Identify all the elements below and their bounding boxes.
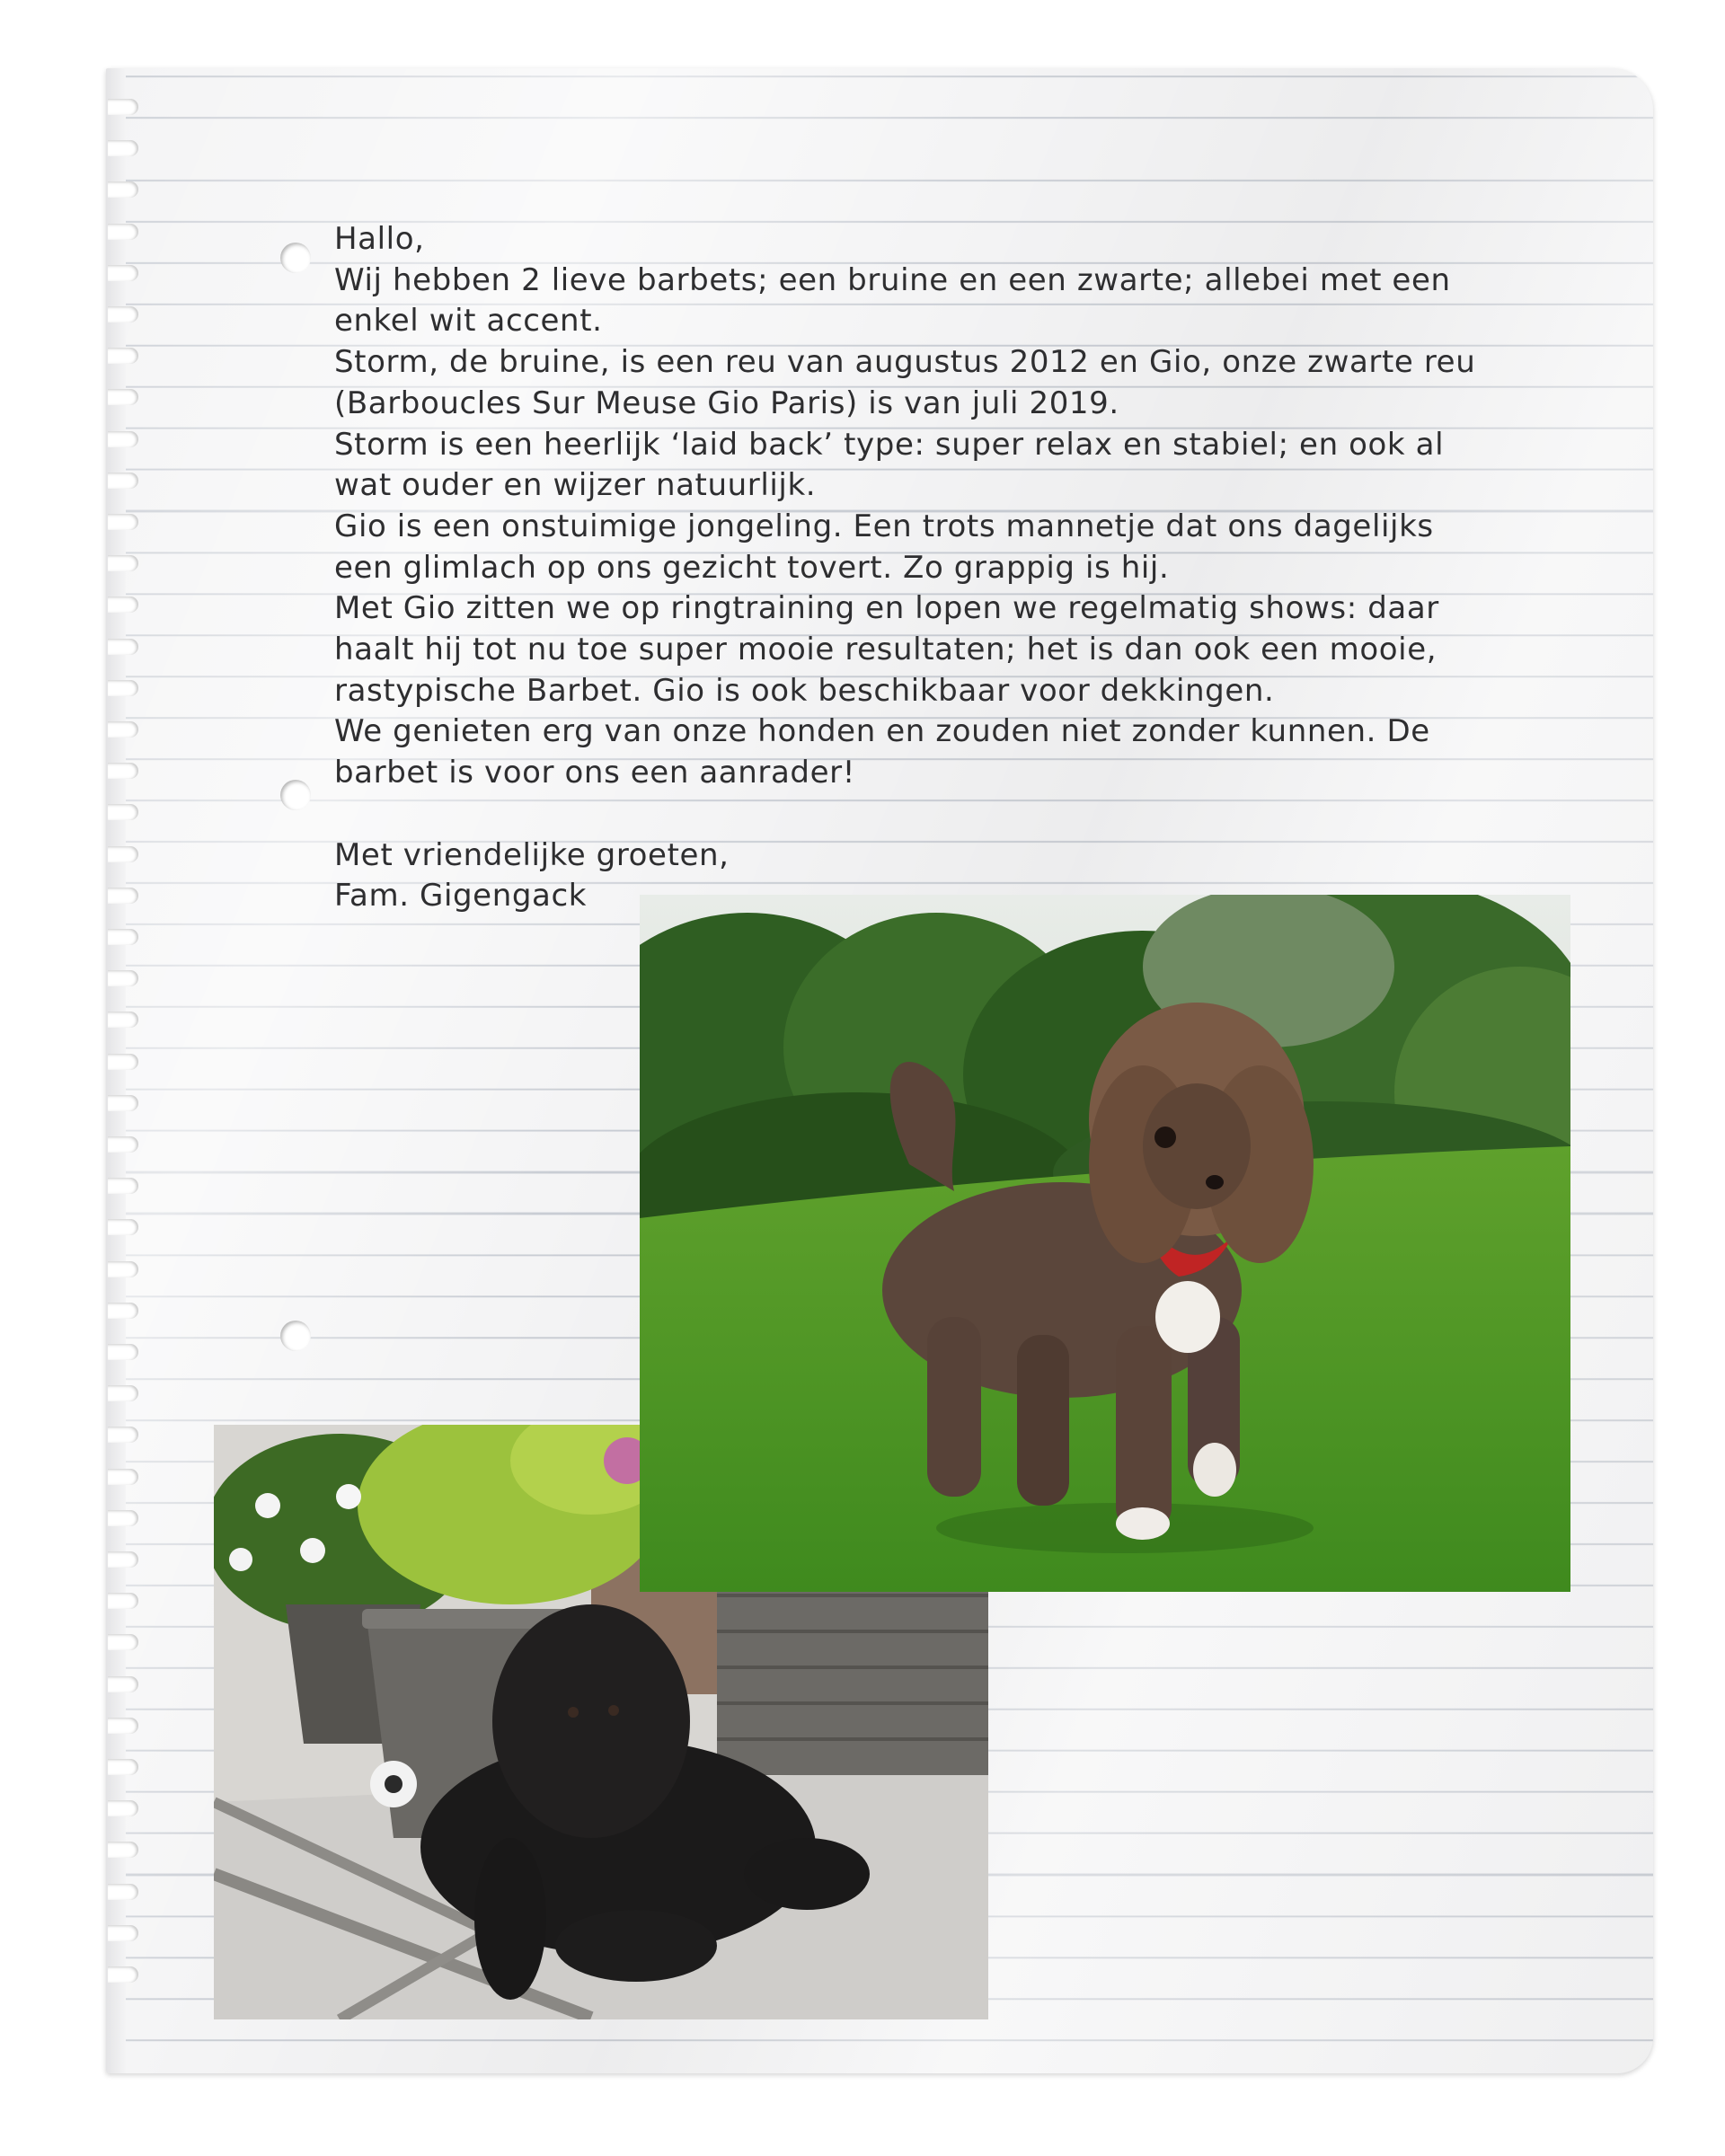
perforation-notch [108, 1510, 138, 1526]
letter-signature: Fam. Gigengack [334, 878, 588, 915]
perforation-notch [108, 1676, 138, 1692]
letter-line: We genieten erg van onze honden en zouden niet zonder kunnen. De [334, 713, 1430, 750]
letter-line: (Barboucles Sur Meuse Gio Paris) is van juli 2019. [334, 384, 1119, 421]
perforation-notch [108, 140, 138, 156]
letter-line: Storm is een heerlijk ‘laid back’ type: super relax en stabiel; en ook al [334, 426, 1445, 463]
perforation-notch [108, 1966, 138, 1983]
perforation-notch [108, 1219, 138, 1235]
perforation-notch [108, 473, 138, 489]
perforation-notch [108, 348, 138, 364]
letter-line: rastypische Barbet. Gio is ook beschikbaar voor dekkingen. [334, 672, 1275, 709]
perforation-notch [108, 1344, 138, 1360]
perforation-notch [108, 970, 138, 986]
perforation-notch [108, 1136, 138, 1153]
perforation-notch [108, 1054, 138, 1070]
perforation-notch [108, 224, 138, 240]
perforation-notch [108, 1427, 138, 1443]
perforation-notch [108, 1469, 138, 1485]
letter-closing: Met vriendelijke groeten, [334, 836, 730, 873]
letter-body [334, 219, 1538, 917]
letter-line: Storm, de bruine, is een reu van augustus 2012 en Gio, onze zwarte reu [334, 344, 1476, 381]
perforation-notch [108, 1718, 138, 1734]
perforation-notch [108, 1095, 138, 1111]
perforation-notch [108, 1884, 138, 1900]
perforation-notch [108, 721, 138, 738]
perforation-notch [108, 804, 138, 820]
letter-line: Met Gio zitten we op ringtraining en lopen we regelmatig shows: daar [334, 590, 1439, 627]
perforation-notch [108, 846, 138, 862]
perforation-notch [108, 306, 138, 323]
perforation-notch [108, 596, 138, 613]
letter-line: haalt hij tot nu toe super mooie resultaten; het is dan ook een mooie, [334, 632, 1438, 668]
perforation-notch [108, 514, 138, 530]
perforation-notch [108, 1012, 138, 1028]
letter-greeting: Hallo, [334, 221, 425, 257]
brown-barbet-illustration [640, 895, 1570, 1592]
perforation-notch [108, 1593, 138, 1609]
perforation-notch [108, 389, 138, 405]
perforation-notch [108, 1261, 138, 1277]
letter-line: enkel wit accent. [334, 303, 603, 340]
perforation-notch [108, 929, 138, 945]
perforation-notch [108, 639, 138, 655]
perforation-notch [108, 763, 138, 779]
letter-line: barbet is voor ons een aanrader! [334, 755, 855, 791]
punch-hole-top [280, 243, 311, 273]
perforation-notch [108, 431, 138, 447]
perforation-notch [108, 1800, 138, 1816]
perforation-notch [108, 1303, 138, 1319]
letter-line: een glimlach op ons gezicht tovert. Zo grappig is hij. [334, 549, 1170, 586]
spiral-perforations [108, 99, 144, 2021]
perforation-notch [108, 680, 138, 696]
perforation-notch [108, 888, 138, 904]
perforation-notch [108, 181, 138, 198]
photo-brown-barbet-on-lawn [640, 895, 1570, 1592]
perforation-notch [108, 1178, 138, 1194]
perforation-notch [108, 1925, 138, 1941]
letter-line: Wij hebben 2 lieve barbets; een bruine en een zwarte; allebei met een [334, 261, 1451, 298]
letter-line: Gio is een onstuimige jongeling. Een trots mannetje dat ons dagelijks [334, 508, 1434, 544]
punch-hole-middle [280, 780, 311, 810]
letter-line: wat ouder en wijzer natuurlijk. [334, 467, 817, 504]
perforation-notch [108, 99, 138, 115]
perforation-notch [108, 1759, 138, 1775]
perforation-notch [108, 265, 138, 281]
paragraph-gap [334, 794, 1538, 835]
punch-hole-bottom [280, 1321, 311, 1351]
perforation-notch [108, 1551, 138, 1568]
perforation-notch [108, 1385, 138, 1401]
perforation-notch [108, 555, 138, 571]
perforation-notch [108, 1634, 138, 1650]
perforation-notch [108, 1842, 138, 1858]
